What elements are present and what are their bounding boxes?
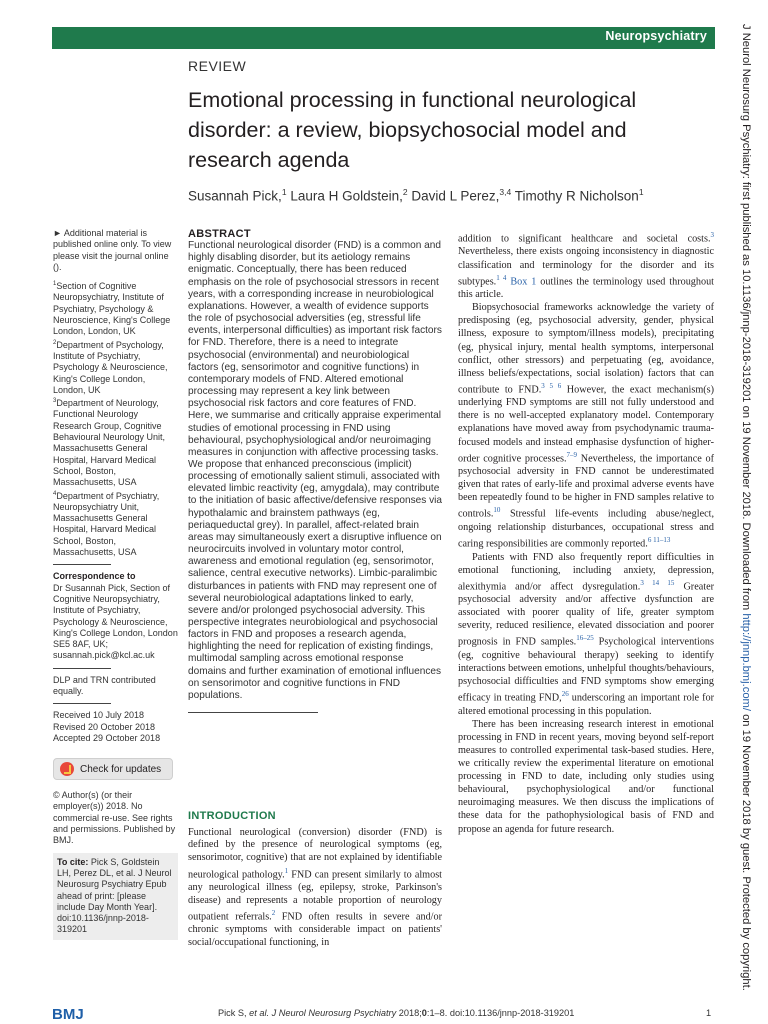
abstract-section <box>188 228 442 713</box>
reference-link[interactable]: 3 <box>710 231 714 239</box>
introduction-section <box>188 810 442 950</box>
paragraph-text: addition to significant healthcare and societal costs. <box>458 233 711 245</box>
paragraph-text: Nevertheless, there exists ongoing inconsistency in diagnostic classification and terminology for the disorder and its subtypes. <box>458 246 714 288</box>
accepted-date: Accepted 29 October 2018 <box>53 732 161 743</box>
introduction-heading: INTRODUCTION <box>188 810 276 822</box>
article-dates <box>53 710 178 744</box>
paragraph-text: Stressful life-events including abuse/neglect, ongoing relationship disturbances, occupational stress and caring responsibilities are commonly reported. <box>458 508 714 550</box>
reference-link[interactable]: 16–25 <box>576 634 594 643</box>
sidebar-metadata <box>53 228 178 940</box>
affiliation-text: Department of Neurology, Functional Neurology Research Group, Cognitive Behavioural Neurology Unit, Massachusetts General Hospital, Harvard Medical School, Boston, Massachusetts, USA <box>53 398 166 488</box>
affiliation-text: Department of Psychiatry, Neuropsychiatry Unit, Massachusetts General Hospital, Harvard Medical School, Boston, Massachusetts, USA <box>53 490 160 558</box>
side-text: on 19 November 2018 by guest. Protected by copyright. <box>740 710 752 991</box>
paragraph-text: underscoring an important role for altered emotional processing in this population. <box>458 692 714 717</box>
author-name: Timothy R Nicholson <box>514 188 639 204</box>
footer-citation <box>218 1008 574 1018</box>
citation-volume: 0 <box>421 1008 427 1018</box>
check-updates-icon <box>60 762 74 776</box>
author-name: Laura H Goldstein, <box>290 188 403 204</box>
affiliation-text: Section of Cognitive Neuropsychiatry, Institute of Psychiatry, Psychology & Neuroscience, King's College London, London, UK <box>53 281 171 337</box>
paragraph-text: outlines the terminology used throughout this article. <box>458 276 714 301</box>
journal-url-link[interactable]: http://jnnp.bmj.com/ <box>740 613 752 711</box>
author-list <box>188 187 718 204</box>
journal-section-label: Neuropsychiatry <box>605 29 707 43</box>
paragraph <box>458 301 714 550</box>
equal-contribution-note: DLP and TRN contributed equally. <box>53 674 156 696</box>
paragraph-text: Biopsychosocial frameworks acknowledge the variety of predisposing (eg, psychosocial adversity, gender, physical illness, exposure to symptom/illness models), precipitating (eg, physical injury, mental health symptoms, interpersonal conflict, other stressors) and perpetuating (eg, avoidance, illness beliefs/expectations, social isolation) factors that can contribute to FND. <box>458 302 714 396</box>
copyright-note: © Author(s) (or their employer(s)) 2018. No commercial re-use. See rights and permissions. Published by BMJ. <box>53 790 176 846</box>
correspondence-heading: Correspondence to <box>53 571 136 582</box>
citation-text: Pick S, <box>218 1008 250 1018</box>
to-cite-label: To cite: <box>57 856 89 867</box>
affiliation-number: 2 <box>53 339 57 346</box>
reference-link[interactable]: 3 5 6 <box>541 381 562 390</box>
page-number: 1 <box>706 1008 712 1018</box>
reference-link[interactable]: 6 11–13 <box>647 536 671 545</box>
divider <box>53 668 111 669</box>
paragraph-text: Psychological interventions (eg, cognitive behavioural therapy) seeking to identify interactions between emotions, unhelpful thoughts/behaviours, psychosocial difficulties and FND symptoms show emerging efficacy in treating FND, <box>458 636 714 704</box>
paragraph-text: Nevertheless, the importance of psychosocial adversity in FND cannot be underestimated given that rates of early-life and proximal adverse events have been repeatedly found to be higher in FND samples relative to controls. <box>458 453 714 520</box>
affiliation <box>53 279 178 558</box>
author-affiliation: 1 <box>281 187 287 197</box>
abstract-text: Functional neurological disorder (FND) is a common and highly disabling disorder, but its aetiology remains enigmatic. Conceptually, there has been reduced emphasis on the role of psychosocial stressors in recent years, with a corresponding increase in neurobiological explanations. However, a wealth of evidence supports the role of psychosocial adversities (eg, stressful life events, interpersonal difficulties) as important risk factors for FND. Therefore, there is a need to integrate psychosocial (environmental) and neurobiological factors (eg, sensorimotor and cognitive functions) in contemporary models of FND. Altered emotional processing may represent a key link between psychosocial risk factors and core features of FND. Here, we summarise and critically appraise experimental studies of emotional processing in FND using behavioural, psychophysiological and/or neuroimaging measures in conjunction with affective processing tasks. We propose that enhanced preconscious (implicit) processing of emotionally salient stimuli, associated with elevated limbic reactivity (eg, amygdala), may contribute to the initiation of basic affective/defensive responses via hypothalamic and brainstem pathways (eg, periaqueductal grey). In parallel, affect-related brain areas may simultaneously exert a disruptive influence on neurocircuits involved in voluntary motor control, awareness and emotional regulation (eg, sensorimotor, salience, central executive networks). Limbic-paralimbic disturbances in patients with FND may represent one of several neurobiological adaptations linked to early, severe and/or prolonged psychosocial adversity. This perspective integrates neurobiological and psychosocial factors in FND and proposes a research agenda, highlighting the need for replication of existing findings, multimodal sampling across emotional response domains and further examination of emotional influences on sensorimotor and cognitive functions in FND populations. <box>188 240 442 701</box>
box-link[interactable]: Box 1 <box>510 276 537 288</box>
reference-link[interactable]: 10 <box>493 506 501 515</box>
divider <box>188 712 318 713</box>
affiliation-number: 3 <box>53 398 57 405</box>
paragraph-text: Patients with FND also frequently report difficulties in emotional functioning, including anxiety, depression, alexithymia and/or affect dysregulation. <box>458 551 714 593</box>
article-title: Emotional processing in functional neurological disorder: a review, biopsychosocial model and research agenda <box>188 88 637 172</box>
divider <box>53 564 111 565</box>
reference-link[interactable]: 7–9 <box>566 450 578 459</box>
author-affiliation: 1 <box>638 187 644 197</box>
check-updates-label: Check for updates <box>80 763 162 775</box>
reference-link[interactable]: 1 4 <box>496 273 507 282</box>
journal-section-bar <box>52 27 715 49</box>
paragraph: There has been increasing research interest in emotional processing in FND in recent years, moving beyond self-report measures to controlled experimental task-based studies. Here, we critically review the experimental literature on emotional processing in FND to date, including only studies using behavioural, psychophysiological and/or functional neuroimaging measures. We then discuss the implications of these data for the pathophysiological basis of FND and propose an agenda for future research. <box>458 718 714 835</box>
body-right-column <box>458 229 714 836</box>
paragraph-text: Greater psychosocial adversity and/or affective dysfunction are associated with poorer quality of life, greater symptom severity, reduced resilience, elevated dissociation and poorer prognosis in FND samples. <box>458 581 714 648</box>
citation-text: 2018; <box>396 1008 422 1018</box>
citation-journal: et al. J Neurol Neurosurg Psychiatry <box>249 1008 397 1018</box>
check-updates-button[interactable] <box>53 758 173 780</box>
reference-link[interactable]: 3 14 15 <box>640 578 675 587</box>
bmj-logo: BMJ <box>52 1006 84 1023</box>
reference-link[interactable]: 1 <box>284 866 289 875</box>
to-cite-box <box>53 853 178 940</box>
affiliation-text: Department of Psychology, Institute of Psychiatry, Psychology & Neuroscience, King's College London, London, UK <box>53 339 168 395</box>
side-download-strip <box>739 0 765 1024</box>
affiliation-number: 4 <box>53 490 57 497</box>
reference-link[interactable]: 2 <box>271 909 276 918</box>
paragraph <box>458 229 714 301</box>
to-cite-text: Pick S, Goldstein LH, Perez DL, et al. J Neurol Neurosurg Psychiatry Epub ahead of print: [please include Day Month Year]. doi:10.1136/jnnp-2018-319201 <box>57 856 172 935</box>
received-date: Received 10 July 2018 <box>53 710 145 721</box>
side-text: J Neurol Neurosurg Psychiatry: first published as 10.1136/jnnp-2018-319201 on 19 November 2018. Downloaded from <box>740 24 752 614</box>
article-type: REVIEW <box>188 58 247 74</box>
paragraph-text: FND can present similarly to almost any neurological illness (eg, epilepsy, stroke, Parkinson's disease) and represents a notable proportion of neurology outpatient referrals. <box>188 869 442 923</box>
additional-material-note[interactable]: ► Additional material is published online only. To view please visit the journal online (). <box>53 228 172 272</box>
paragraph <box>458 551 714 718</box>
affiliation-number: 1 <box>53 281 57 288</box>
paragraph-text: However, the exact mechanism(s) underlying FND symptoms are still not fully understood and there is no well-accepted explanatory model. Contemporary explanations have moved away from psychodynamic trauma-focused models and instead emphasise dysfunction of higher-order cognitive processes. <box>458 384 714 465</box>
reference-link[interactable]: 26 <box>561 690 569 699</box>
abstract-heading: ABSTRACT <box>188 228 251 240</box>
author-affiliation: 3,4 <box>499 187 512 197</box>
citation-text: :1–8. doi:10.1136/jnnp-2018-319201 <box>426 1008 575 1018</box>
paragraph-text: FND often results in severe and/or chronic symptoms with considerable impact on patients' social/occupational functioning, in <box>188 911 442 949</box>
side-download-text <box>740 24 752 1024</box>
divider <box>53 703 111 704</box>
author-name: David L Perez, <box>411 188 500 204</box>
paragraph-text: Functional neurological (conversion) disorder (FND) is defined by the presence of neurological symptoms (eg, sensorimotor, cognitive) that are not explained by identifiable neurological pathology. <box>188 826 442 881</box>
author-affiliation: 2 <box>402 187 408 197</box>
author-name: Susannah Pick, <box>188 188 282 204</box>
correspondence-text[interactable]: Dr Susannah Pick, Section of Cognitive Neuropsychiatry, Institute of Psychiatry, Psychology & Neuroscience, King's College London, London SE5 8AF, UK; susannah.pick@kcl.ac.uk <box>53 582 178 661</box>
revised-date: Revised 20 October 2018 <box>53 721 156 732</box>
